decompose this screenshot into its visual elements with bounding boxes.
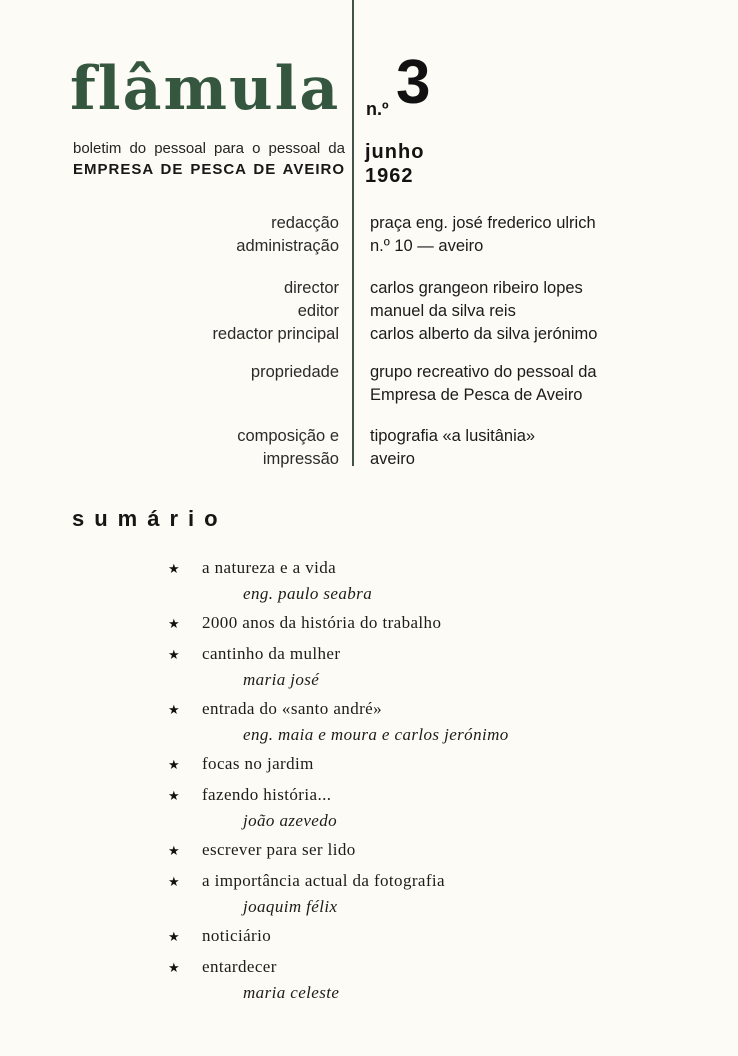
- toc-item-title: a importância actual da fotografia: [202, 871, 445, 890]
- star-bullet-icon: ★: [168, 617, 180, 632]
- credit-group: [0, 277, 710, 346]
- star-bullet-icon: ★: [168, 789, 180, 804]
- star-bullet-icon: ★: [168, 648, 180, 663]
- issue-month: junho: [365, 141, 425, 163]
- masthead-organization: EMPRESA DE PESCA DE AVEIRO: [73, 161, 345, 178]
- star-bullet-icon: ★: [168, 703, 180, 718]
- credit-values: [352, 425, 710, 471]
- credit-value: tipografia «a lusitânia»: [370, 427, 536, 445]
- toc-item-title: focas no jardim: [202, 754, 314, 773]
- credit-label: administração: [236, 237, 339, 255]
- toc-item-author: eng. paulo seabra: [243, 584, 373, 603]
- credits-block: [0, 212, 710, 471]
- credit-labels: [0, 277, 352, 346]
- toc-item-title: entardecer: [202, 957, 277, 976]
- credit-value: aveiro: [370, 450, 415, 468]
- credit-values: [352, 277, 710, 346]
- toc-item: [0, 752, 509, 778]
- toc-item: [0, 783, 509, 833]
- toc-item-title: 2000 anos da história do trabalho: [202, 613, 442, 632]
- toc-item: [0, 955, 509, 1005]
- toc-item: [0, 838, 509, 864]
- toc-item: [0, 697, 509, 747]
- credit-label: propriedade: [250, 363, 339, 381]
- credit-value: Empresa de Pesca de Aveiro: [370, 386, 583, 404]
- star-bullet-icon: ★: [168, 930, 180, 945]
- toc-item-title: fazendo história...: [202, 785, 332, 804]
- credit-value: grupo recreativo do pessoal da: [370, 363, 597, 381]
- toc-item-author: maria josé: [243, 670, 320, 689]
- toc-item: [0, 642, 509, 692]
- credit-values: [352, 212, 710, 258]
- credit-label: redactor principal: [212, 325, 339, 343]
- credit-labels: [0, 212, 352, 258]
- credit-value: manuel da silva reis: [370, 302, 516, 320]
- credit-group: [0, 361, 710, 407]
- toc-item-author: joaquim félix: [243, 897, 338, 916]
- credit-label: redacção: [271, 214, 339, 232]
- credit-labels: [0, 361, 352, 407]
- toc-item-title: entrada do «santo andré»: [202, 699, 383, 718]
- toc-item: [0, 611, 509, 637]
- table-of-contents: [0, 556, 509, 1010]
- toc-item: [0, 556, 509, 606]
- toc-item: [0, 869, 509, 919]
- credit-labels: [0, 425, 352, 471]
- credit-value: n.º 10 — aveiro: [370, 237, 484, 255]
- credit-label: composição e: [237, 427, 339, 445]
- credit-group: [0, 212, 710, 258]
- credit-value: praça eng. josé frederico ulrich: [370, 214, 596, 232]
- toc-item-title: cantinho da mulher: [202, 644, 341, 663]
- star-bullet-icon: ★: [168, 844, 180, 859]
- credit-label: director: [283, 279, 339, 297]
- toc-item-title: escrever para ser lido: [202, 840, 356, 859]
- credit-group: [0, 425, 710, 471]
- toc-item-title: a natureza e a vida: [202, 558, 337, 577]
- toc-item-author: eng. maia e moura e carlos jerónimo: [243, 725, 509, 744]
- toc-item: [0, 924, 509, 950]
- credit-value: carlos alberto da silva jerónimo: [370, 325, 598, 343]
- toc-item-title: noticiário: [202, 926, 272, 945]
- star-bullet-icon: ★: [168, 875, 180, 890]
- star-bullet-icon: ★: [168, 562, 180, 577]
- magazine-title: flâmula: [70, 54, 341, 124]
- issue-year: 1962: [365, 165, 414, 187]
- star-bullet-icon: ★: [168, 961, 180, 976]
- star-bullet-icon: ★: [168, 758, 180, 773]
- toc-item-author: joão azevedo: [243, 811, 338, 830]
- issue-number: 3: [396, 48, 431, 117]
- credit-label: impressão: [262, 450, 339, 468]
- masthead-subtitle: boletim do pessoal para o pessoal da: [73, 140, 345, 157]
- credit-value: carlos grangeon ribeiro lopes: [370, 279, 583, 297]
- toc-item-author: maria celeste: [243, 983, 340, 1002]
- summary-heading: sumário: [72, 506, 228, 531]
- credit-label: editor: [297, 302, 339, 320]
- credit-values: [352, 361, 710, 407]
- issue-number-label: n.º: [366, 99, 389, 119]
